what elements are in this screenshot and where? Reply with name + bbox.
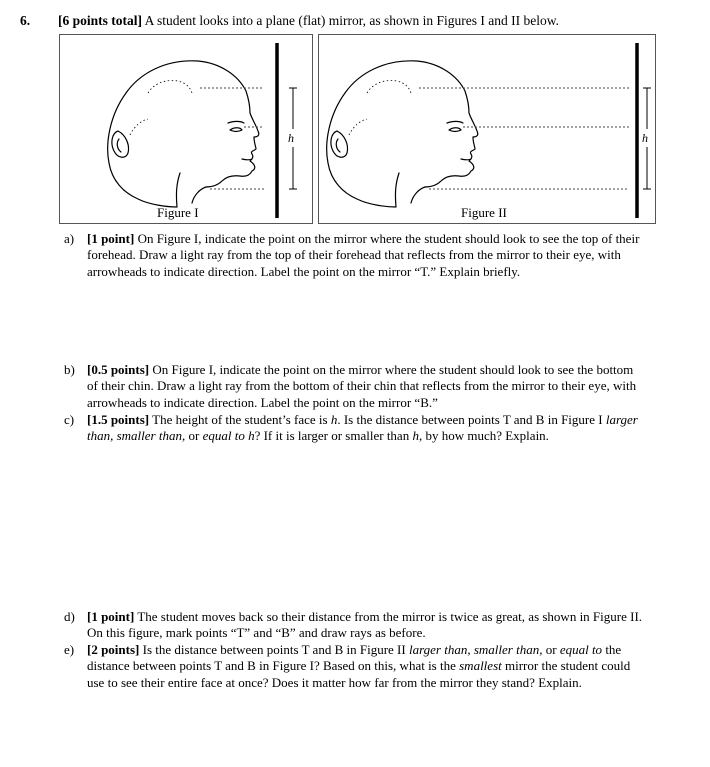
- part-e-option-equal: equal to: [559, 642, 603, 657]
- part-a-label: a): [64, 231, 75, 246]
- question-text: A student looks into a plane (flat) mirror, as shown in Figures I and II below.: [144, 13, 560, 28]
- part-c-h-1: h: [330, 412, 338, 427]
- part-e-smallest: smallest: [459, 658, 502, 674]
- part-a: [64, 231, 644, 280]
- part-b-text: On Figure I, indicate the point on the mirror where the student should look to see the bottom of their chin. Draw a light ray from the bottom of their chin that reflects from the mirror to their eye, with arrowheads to indicate direction. Label the point on the mirror “B.”: [87, 362, 637, 410]
- part-e-label: e): [64, 642, 75, 657]
- part-c: [64, 412, 644, 445]
- question-points: [6 points total]: [58, 13, 142, 28]
- part-c-text-5: , by how much? Explain.: [418, 428, 549, 444]
- part-d-text: The student moves back so their distance from the mirror is twice as great, as shown in Figure II. On this figure, mark points “T” and “B” and draw rays as before.: [87, 609, 643, 641]
- part-c-label: c): [64, 412, 75, 427]
- part-e-text-4: mirror the student could use to see their entire face at once? Does it matter how far from the mirror they stand? Explain.: [87, 658, 631, 690]
- part-e-text-2: or: [542, 642, 560, 657]
- question-number: 6.: [20, 13, 31, 28]
- figure-2-box: [318, 34, 656, 224]
- part-c-text-2: . Is the distance between points T and B in Figure I: [337, 412, 606, 427]
- part-c-options: larger than, smaller than,: [87, 412, 638, 444]
- part-b-points: [0.5 points]: [87, 362, 150, 377]
- part-d-points: [1 point]: [87, 609, 135, 624]
- part-b-label: b): [64, 362, 75, 377]
- height-label-2: h: [642, 131, 648, 145]
- part-e-options: larger than, smaller than,: [408, 642, 543, 657]
- hairline-1: [130, 81, 192, 136]
- height-label-1: h: [288, 131, 294, 145]
- part-e: [64, 642, 644, 691]
- figure-1-box: [59, 34, 313, 224]
- part-c-points: [1.5 points]: [87, 412, 150, 427]
- figure-2-drawing: [319, 35, 657, 225]
- part-c-h-2: h: [412, 428, 419, 444]
- part-e-text-3: the distance between points T and B in Figure I? Based on this, what is the: [87, 642, 622, 674]
- part-a-text: On Figure I, indicate the point on the mirror where the student should look to see the top of their forehead. Draw a light ray from the top of their forehead that reflects from the mirror to their eye, with arrowheads to indicate direction. Label the point on the mirror “T.” Explain briefly.: [87, 231, 640, 279]
- part-e-text-1: Is the distance between points T and B in Figure II: [142, 642, 409, 657]
- hairline-2: [349, 81, 411, 136]
- part-b: [64, 362, 644, 411]
- part-e-points: [2 points]: [87, 642, 140, 657]
- part-c-text-4: ? If it is larger or smaller than: [254, 428, 413, 444]
- figure-2-caption: Figure II: [461, 205, 507, 220]
- figure-1-caption: Figure I: [157, 205, 199, 220]
- part-d: [64, 609, 644, 642]
- part-d-label: d): [64, 609, 75, 624]
- question-header: [20, 13, 559, 29]
- part-c-option-equal: equal to h: [202, 428, 255, 444]
- figure-1-drawing: [60, 35, 314, 225]
- part-c-text-1: The height of the student’s face is: [152, 412, 331, 427]
- part-c-text-3: or: [185, 428, 203, 444]
- part-a-points: [1 point]: [87, 231, 135, 246]
